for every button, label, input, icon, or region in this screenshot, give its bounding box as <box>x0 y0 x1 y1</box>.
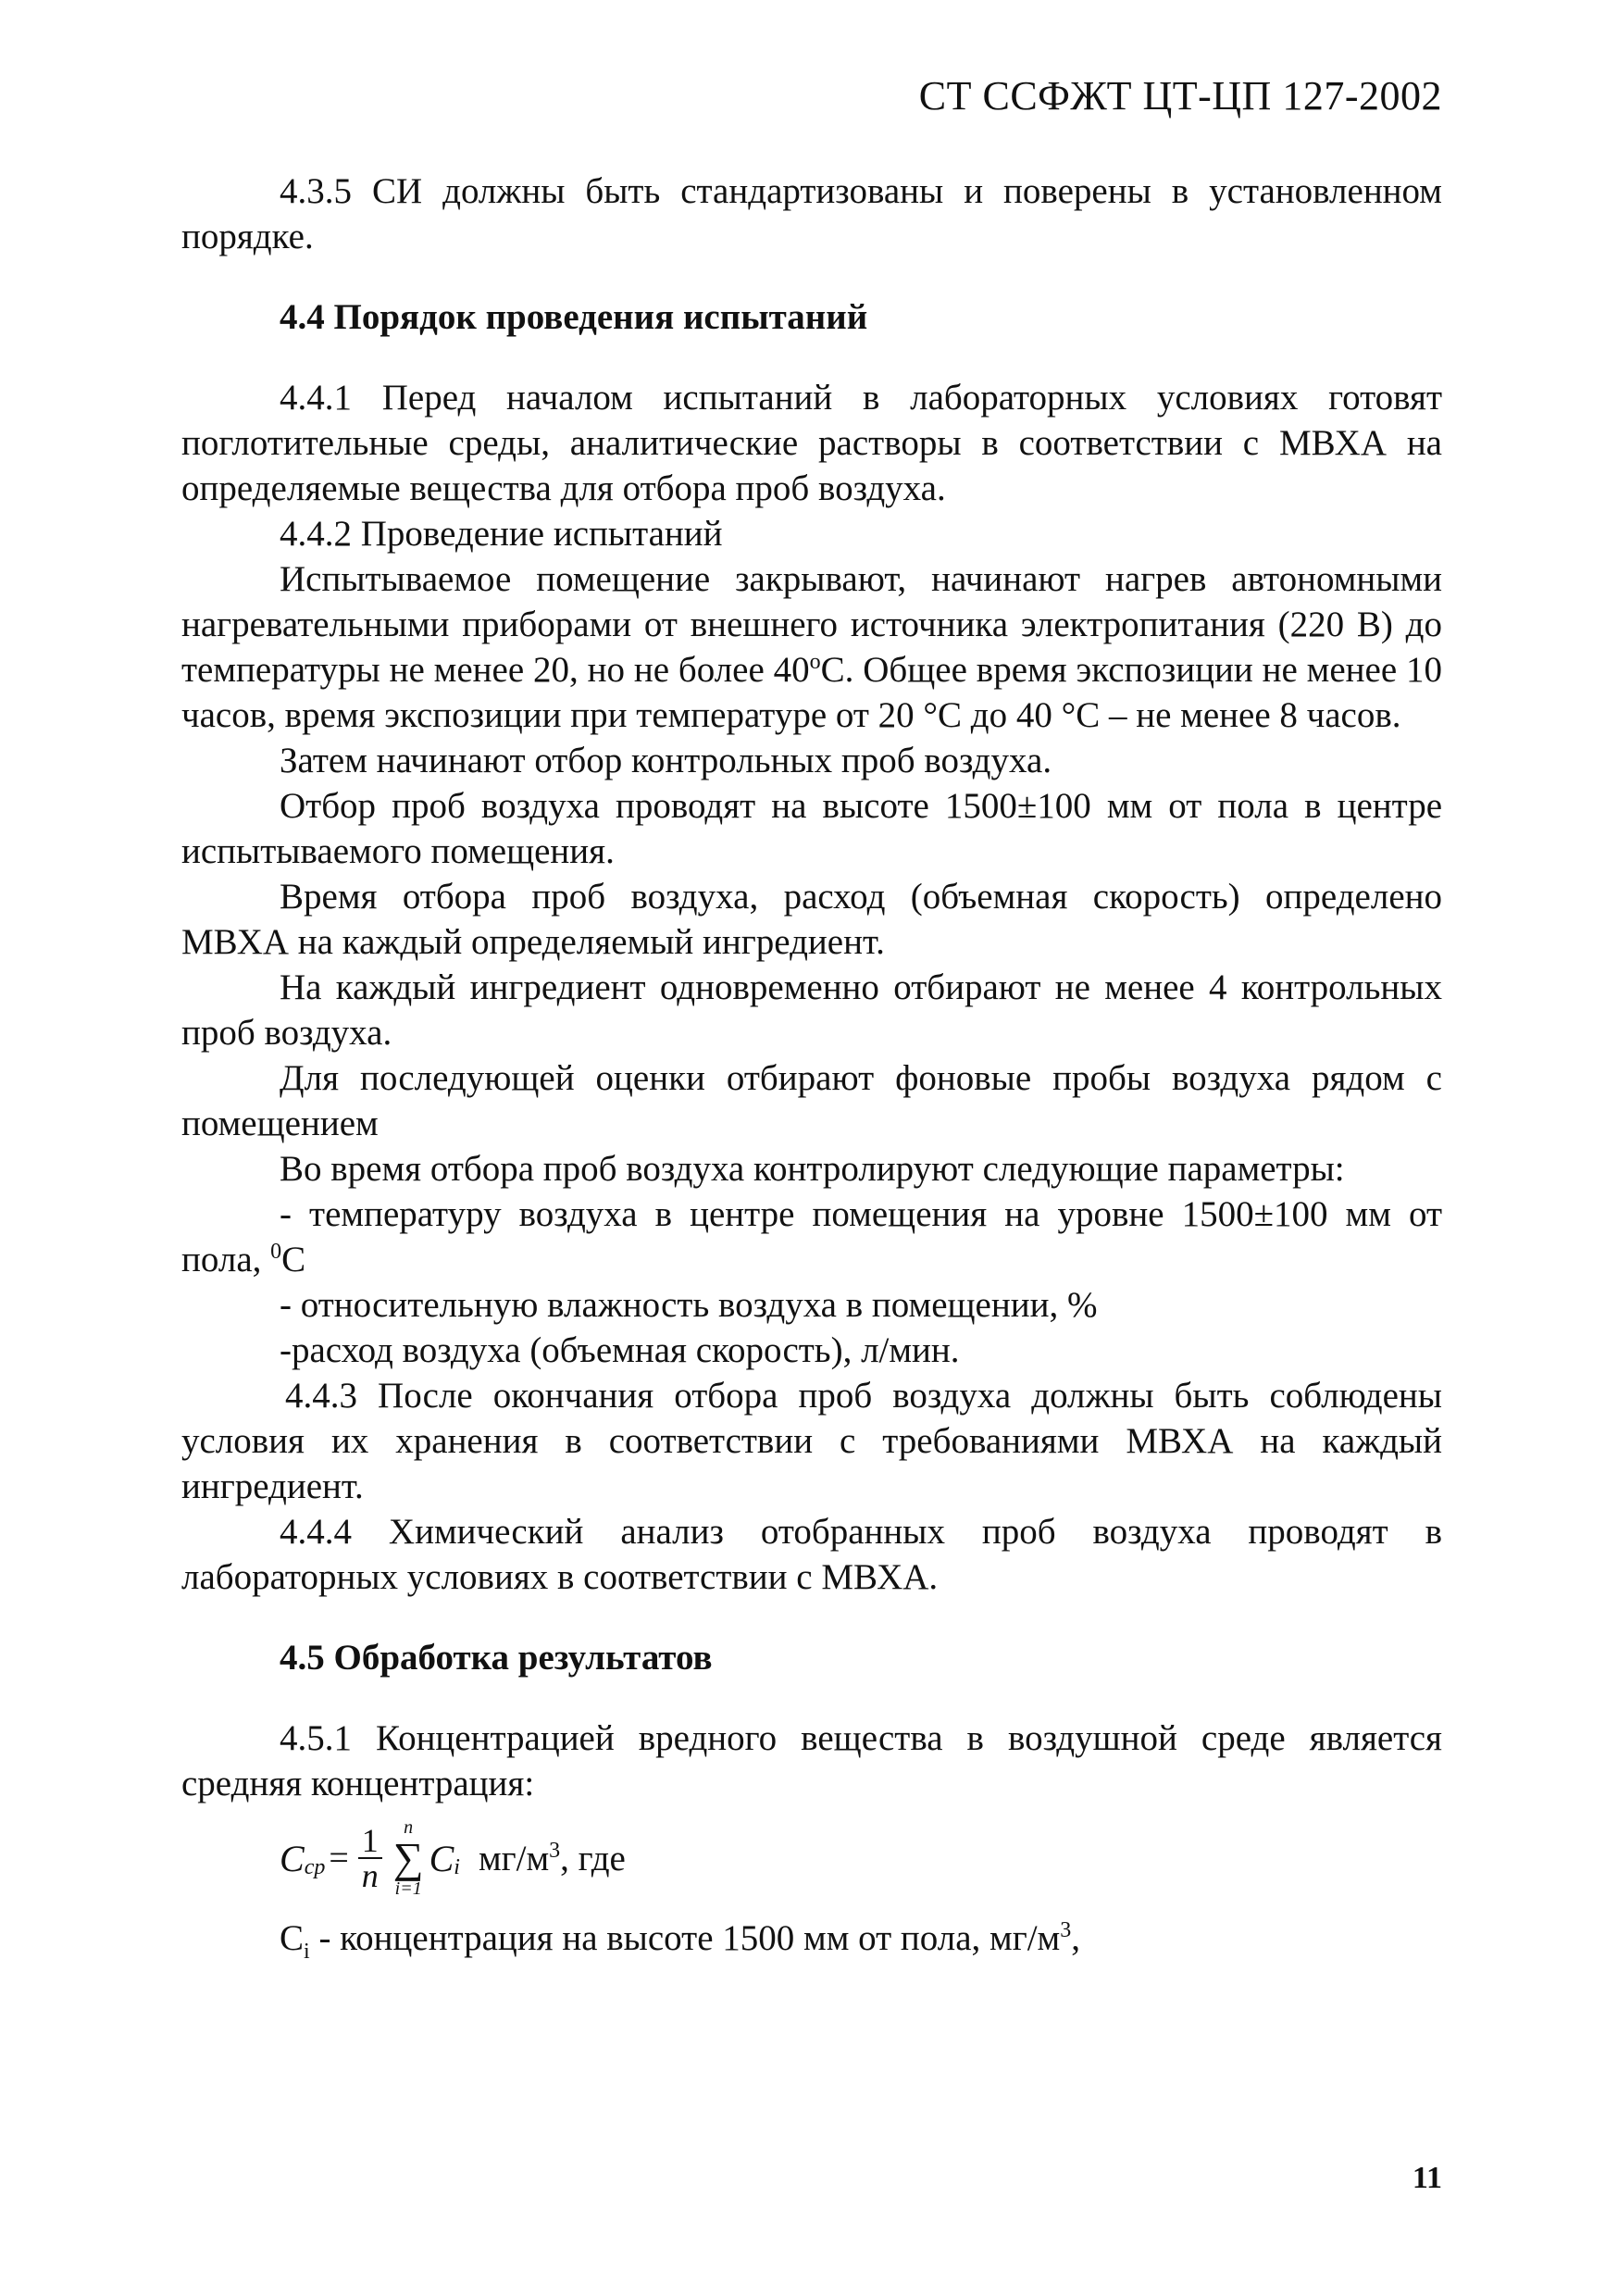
summation-upper-limit: n <box>404 1817 414 1838</box>
section-heading-4-5: 4.5 Обработка результатов <box>280 1638 713 1678</box>
paragraph-4-3-5: 4.3.5 СИ должны быть стандартизованы и поверены в установленном порядке. <box>181 171 1442 256</box>
paragraph-controlled-parameters: Во время отбора проб воздуха контролируют следующие параметры: <box>280 1149 1345 1189</box>
degree-mark: o <box>809 650 821 674</box>
paragraph-sampling-start: Затем начинают отбор контрольных проб воздуха. <box>280 741 1052 780</box>
summation-lower-limit: i=1 <box>394 1878 422 1899</box>
list-item-airflow: -расход воздуха (объемная скорость), л/мин. <box>280 1330 960 1370</box>
formula-term: C <box>429 1837 454 1879</box>
definition-ci <box>181 1915 1442 1964</box>
formula-lhs-subscript: ср <box>304 1854 326 1879</box>
list-item-temperature-text: - температуру воздуха в центре помещения на уровне 1500±100 мм от пола, <box>181 1194 1442 1279</box>
paragraph-sample-count: На каждый ингредиент одновременно отбирают не менее 4 контрольных проб воздуха. <box>181 967 1442 1053</box>
document-body <box>181 168 1443 1964</box>
page-number: 11 <box>1412 2161 1442 2195</box>
definition-ci-superscript: 3 <box>1060 1918 1072 1942</box>
list-item-humidity: - относительную влажность воздуха в помещении, % <box>280 1285 1098 1325</box>
definition-ci-tail: , <box>1071 1918 1080 1958</box>
paragraph-sampling-time: Время отбора проб воздуха, расход (объемная скорость) определено МВХА на каждый определяемый ингредиент. <box>181 877 1442 962</box>
test-procedure-text-end: С. Общее время экспозиции не менее 10 часов, время экспозиции при температуре от 20 °С до 40 °С – не менее 8 часов. <box>181 650 1443 735</box>
paragraph-test-procedure <box>181 556 1442 738</box>
definition-ci-subscript: i <box>304 1939 310 1964</box>
formula-summation <box>393 1817 424 1899</box>
formula-tail: , где <box>560 1838 626 1878</box>
formula-units-superscript: 3 <box>549 1838 561 1863</box>
list-item-temperature-unit: С <box>281 1240 306 1279</box>
paragraph-4-5-1: 4.5.1 Концентрацией вредного вещества в воздушной среде является средняя концентрация: <box>181 1718 1442 1803</box>
formula-units <box>479 1836 626 1881</box>
formula-term-subscript: i <box>454 1854 460 1879</box>
formula-equals: = <box>329 1838 349 1878</box>
formula-units-text: мг/м <box>478 1838 550 1878</box>
degree-mark: 0 <box>270 1240 282 1264</box>
paragraph-4-4-3: 4.4.3 После окончания отбора проб воздуха должны быть соблюдены условия их хранения в соответствии с требованиями МВХА на каждый ингредиент. <box>181 1376 1442 1506</box>
paragraph-4-4-1: 4.4.1 Перед началом испытаний в лабораторных условиях готовят поглотительные среды, аналитические растворы в соответствии с МВХА на определяемые вещества для отбора проб воздуха. <box>181 378 1442 508</box>
definition-ci-text: - концентрация на высоте 1500 мм от пола, мг/м <box>309 1918 1061 1958</box>
paragraph-4-4-4: 4.4.4 Химический анализ отобранных проб воздуха проводят в лабораторных условиях в соответствии с МВХА. <box>181 1512 1442 1597</box>
formula-fraction-denominator: n <box>361 1857 379 1894</box>
test-procedure-text: Испытываемое помещение закрывают, начинают нагрев автономными нагревательными приборами от внешнего источника электропитания (220 В) до температуры не менее 20, но не более 40 <box>181 559 1442 690</box>
list-item-temperature <box>181 1192 1442 1282</box>
formula-fraction-numerator: 1 <box>358 1824 382 1859</box>
formula-fraction <box>358 1824 382 1892</box>
paragraph-4-4-2-title: 4.4.2 Проведение испытаний <box>280 514 723 554</box>
section-heading-4-4: 4.4 Порядок проведения испытаний <box>280 297 868 337</box>
formula-lhs: C <box>280 1837 305 1879</box>
paragraph-background-samples: Для последующей оценки отбирают фоновые пробы воздуха рядом с помещением <box>181 1058 1442 1143</box>
document-code-header: СТ ССФЖТ ЦТ-ЦП 127-2002 <box>918 73 1442 119</box>
summation-sign: ∑ <box>392 1834 424 1881</box>
average-concentration-formula <box>181 1810 1442 1906</box>
paragraph-sampling-height: Отбор проб воздуха проводят на высоте 1500±100 мм от пола в центре испытываемого помещения. <box>181 786 1442 871</box>
definition-ci-symbol: C <box>280 1918 305 1958</box>
